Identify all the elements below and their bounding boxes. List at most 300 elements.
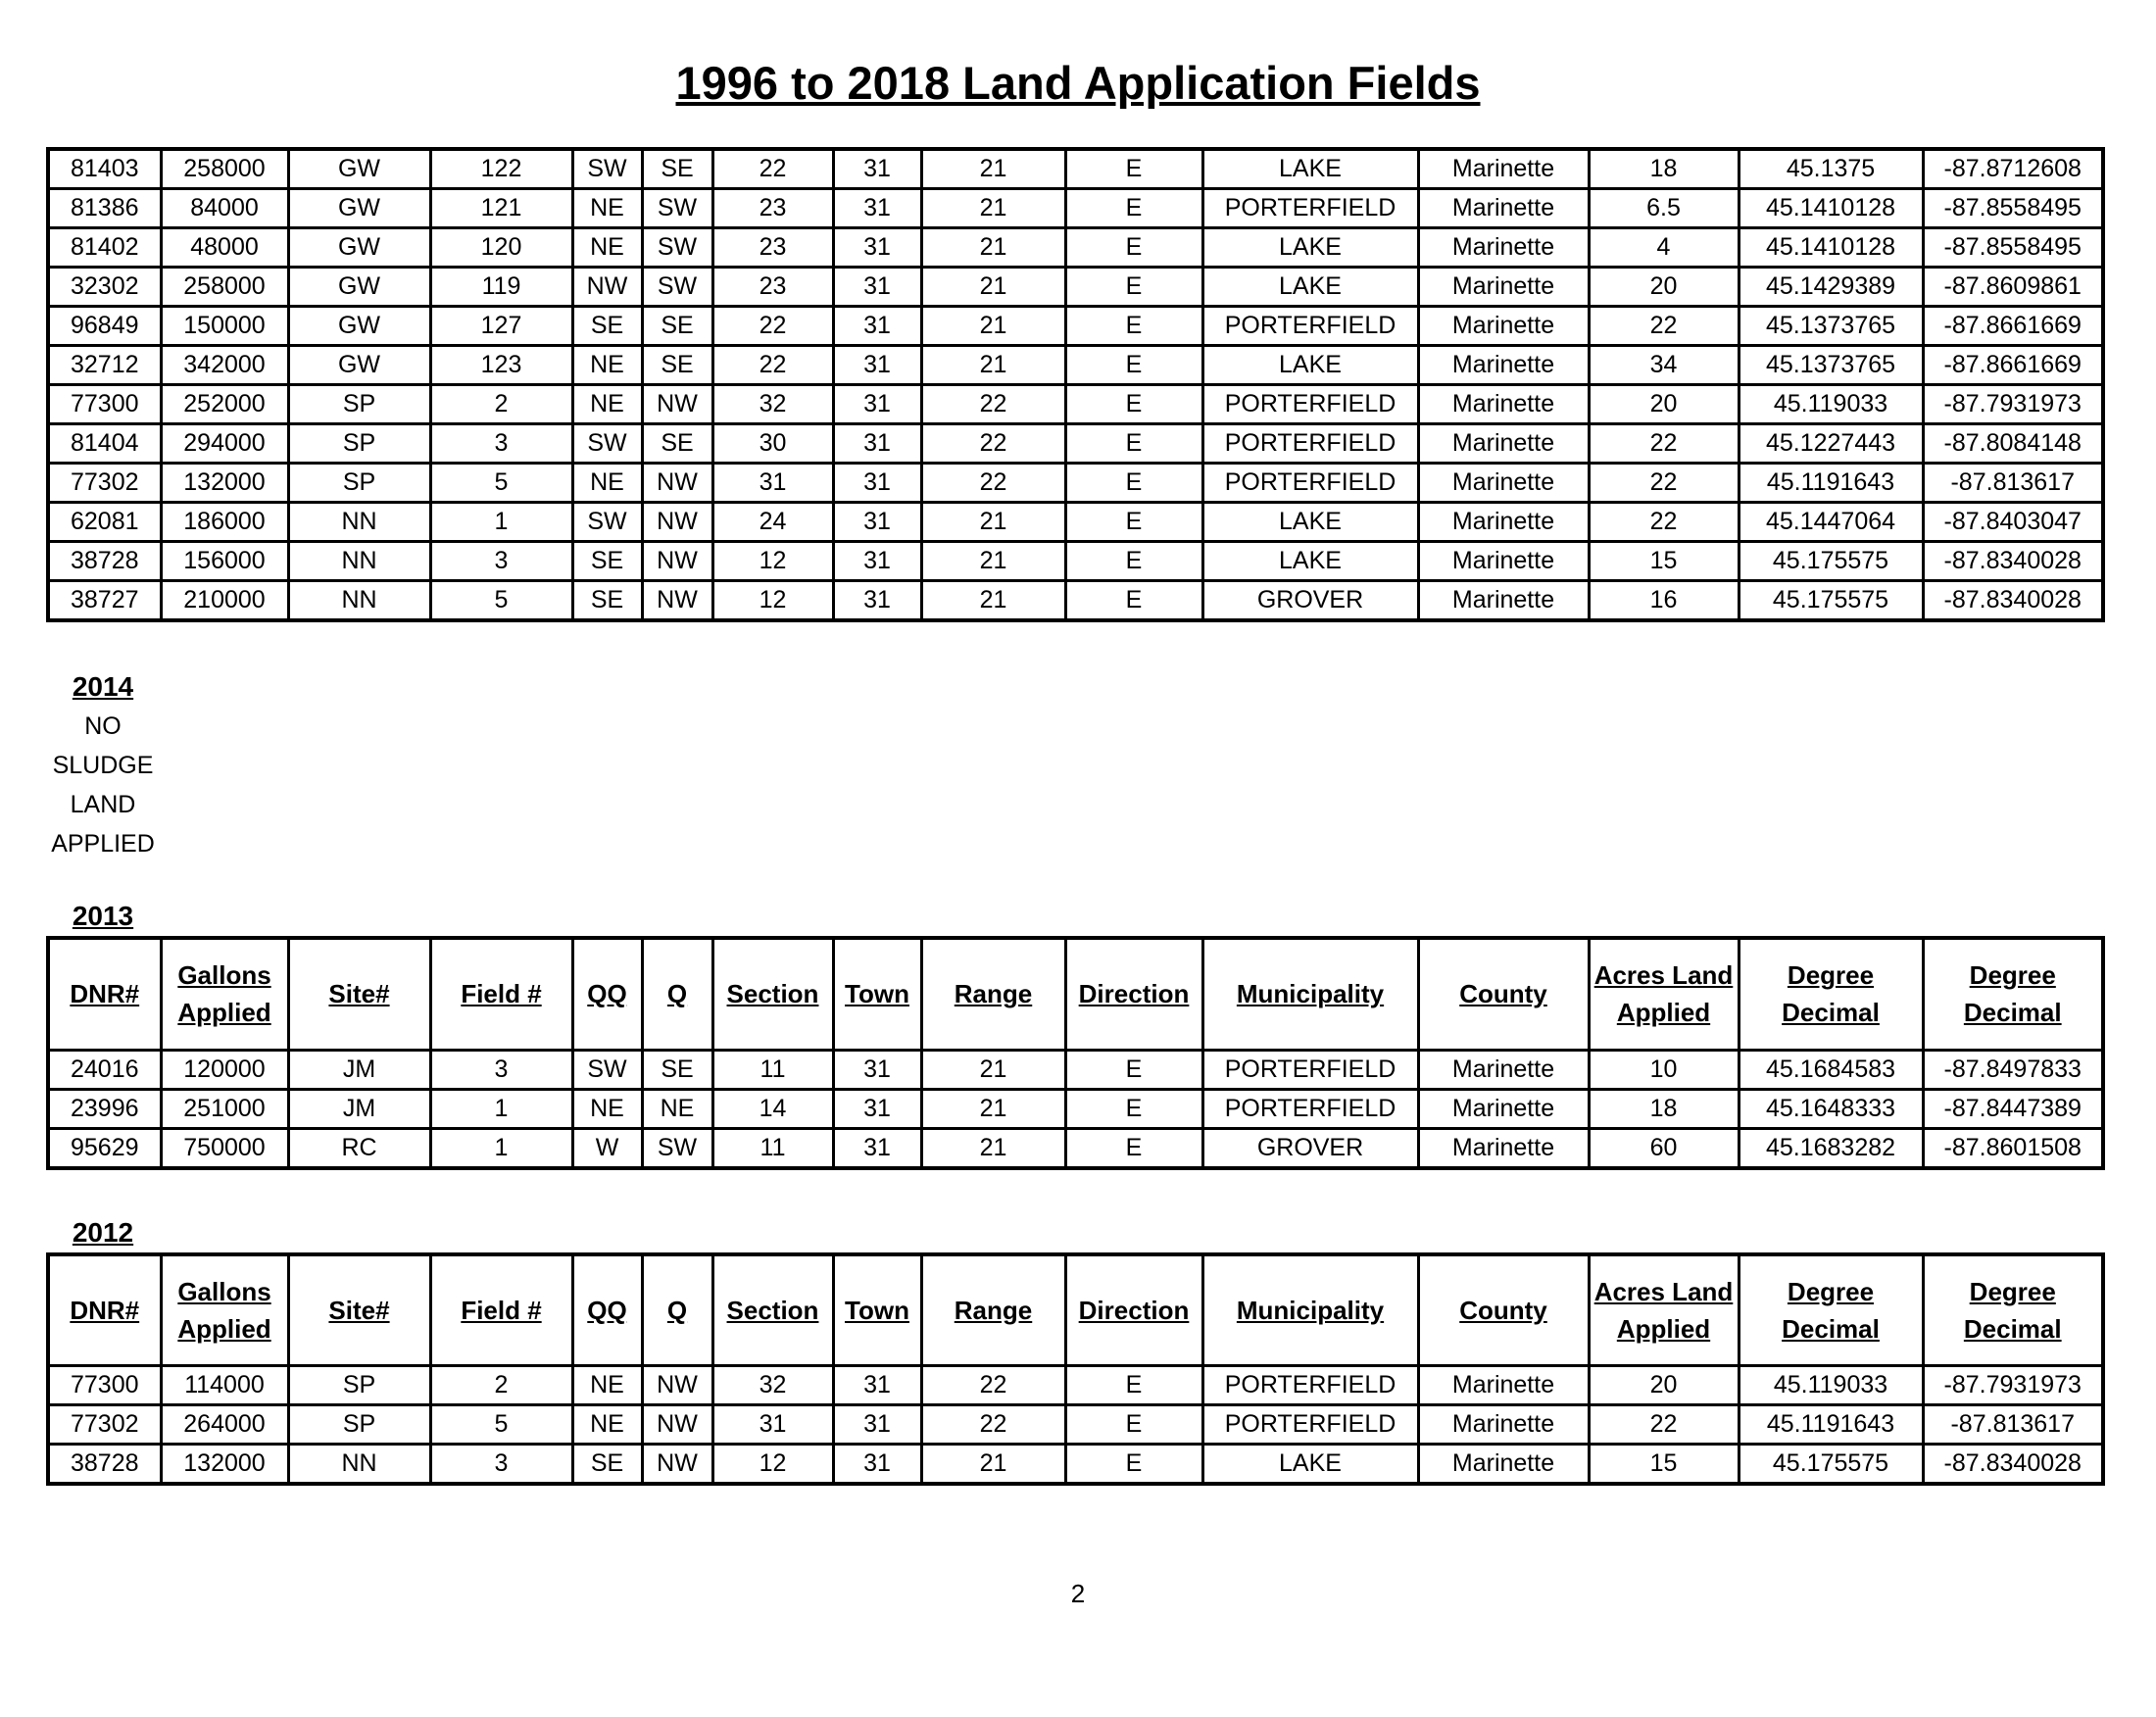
cell: 20 [1589, 268, 1739, 307]
cell: 32302 [48, 268, 161, 307]
cell: 156000 [161, 542, 288, 581]
cell: NW [642, 581, 712, 621]
table-row [48, 385, 2103, 424]
cell: -87.7931973 [1923, 385, 2103, 424]
cell: 81402 [48, 228, 161, 268]
cell: 22 [921, 424, 1065, 464]
cell: -87.8340028 [1923, 1445, 2103, 1485]
column-header-direction: Direction [1065, 938, 1202, 1050]
cell: 3 [430, 1050, 572, 1089]
cell: NW [642, 503, 712, 542]
cell: 22 [1589, 307, 1739, 346]
cell: SW [572, 424, 642, 464]
table-row [48, 542, 2103, 581]
cell: 150000 [161, 307, 288, 346]
column-header-town: Town [833, 938, 921, 1050]
note-line: LAND [70, 791, 136, 818]
column-header-municipality: Municipality [1202, 1254, 1418, 1366]
table-body [48, 1050, 2103, 1168]
cell: Marinette [1418, 542, 1589, 581]
cell: 264000 [161, 1405, 288, 1445]
cell: 31 [833, 189, 921, 228]
cell: 45.1410128 [1739, 189, 1923, 228]
cell: Marinette [1418, 189, 1589, 228]
cell: 132000 [161, 464, 288, 503]
cell: 23 [712, 228, 833, 268]
cell: 31 [833, 1050, 921, 1089]
cell: Marinette [1418, 1089, 1589, 1128]
cell: E [1065, 307, 1202, 346]
cell: 1 [430, 503, 572, 542]
cell: LAKE [1202, 149, 1418, 189]
cell: 38728 [48, 1445, 161, 1485]
cell: 45.175575 [1739, 542, 1923, 581]
cell: -87.8558495 [1923, 189, 2103, 228]
column-header-site: Site# [288, 938, 430, 1050]
section-2014 [46, 667, 160, 863]
cell: 31 [833, 503, 921, 542]
cell: SE [572, 542, 642, 581]
cell: 22 [1589, 464, 1739, 503]
cell: 15 [1589, 1445, 1739, 1485]
cell: 342000 [161, 346, 288, 385]
column-header-range: Range [921, 1254, 1065, 1366]
column-header-gallons-applied: Gallons Applied [161, 1254, 288, 1366]
cell: Marinette [1418, 228, 1589, 268]
table-row [48, 1050, 2103, 1089]
column-header-gallons-applied: Gallons Applied [161, 938, 288, 1050]
cell: GROVER [1202, 581, 1418, 621]
cell: Marinette [1418, 346, 1589, 385]
column-header-q: Q [642, 1254, 712, 1366]
column-header-q: Q [642, 938, 712, 1050]
cell: 84000 [161, 189, 288, 228]
cell: NW [642, 1405, 712, 1445]
cell: 3 [430, 542, 572, 581]
cell: -87.7931973 [1923, 1366, 2103, 1405]
cell: 2 [430, 385, 572, 424]
cell: Marinette [1418, 385, 1589, 424]
cell: -87.8340028 [1923, 581, 2103, 621]
cell: 24016 [48, 1050, 161, 1089]
cell: 12 [712, 1445, 833, 1485]
cell: 31 [712, 464, 833, 503]
cell: 45.1447064 [1739, 503, 1923, 542]
cell: NE [572, 228, 642, 268]
cell: -87.8084148 [1923, 424, 2103, 464]
year-label-2013: 2013 [72, 901, 134, 931]
table-body [48, 1366, 2103, 1485]
cell: 23 [712, 189, 833, 228]
cell: LAKE [1202, 346, 1418, 385]
cell: LAKE [1202, 503, 1418, 542]
cell: 23 [712, 268, 833, 307]
cell: -87.8340028 [1923, 542, 2103, 581]
cell: 16 [1589, 581, 1739, 621]
column-header-dnr: DNR# [48, 938, 161, 1050]
cell: RC [288, 1128, 430, 1168]
cell: 31 [833, 1089, 921, 1128]
cell: 31 [833, 268, 921, 307]
cell: E [1065, 581, 1202, 621]
cell: NW [642, 542, 712, 581]
cell: 77300 [48, 385, 161, 424]
cell: 14 [712, 1089, 833, 1128]
cell: 258000 [161, 268, 288, 307]
cell: 121 [430, 189, 572, 228]
table-2012 [46, 1252, 2105, 1487]
cell: 5 [430, 1405, 572, 1445]
cell: NE [572, 1405, 642, 1445]
cell: Marinette [1418, 149, 1589, 189]
cell: 31 [833, 542, 921, 581]
cell: 77300 [48, 1366, 161, 1405]
column-header-dnr: DNR# [48, 1254, 161, 1366]
cell: 22 [712, 307, 833, 346]
table-row [48, 1445, 2103, 1485]
column-header-section: Section [712, 938, 833, 1050]
cell: 45.1410128 [1739, 228, 1923, 268]
cell: NE [572, 464, 642, 503]
cell: 119 [430, 268, 572, 307]
column-header-county: County [1418, 1254, 1589, 1366]
cell: 132000 [161, 1445, 288, 1485]
cell: 45.1683282 [1739, 1128, 1923, 1168]
cell: 30 [712, 424, 833, 464]
cell: SW [642, 228, 712, 268]
cell: 258000 [161, 149, 288, 189]
cell: 32712 [48, 346, 161, 385]
cell: PORTERFIELD [1202, 1050, 1418, 1089]
cell: JM [288, 1089, 430, 1128]
cell: 122 [430, 149, 572, 189]
cell: 60 [1589, 1128, 1739, 1168]
cell: 22 [921, 385, 1065, 424]
cell: 32 [712, 1366, 833, 1405]
cell: -87.8712608 [1923, 149, 2103, 189]
table-row [48, 307, 2103, 346]
cell: SW [572, 1050, 642, 1089]
cell: 45.1684583 [1739, 1050, 1923, 1089]
cell: 22 [712, 149, 833, 189]
cell: LAKE [1202, 542, 1418, 581]
cell: Marinette [1418, 424, 1589, 464]
cell: 20 [1589, 1366, 1739, 1405]
note-line: NO [84, 712, 122, 740]
cell: E [1065, 228, 1202, 268]
cell: SE [572, 581, 642, 621]
table-row [48, 268, 2103, 307]
cell: -87.8403047 [1923, 503, 2103, 542]
cell: E [1065, 1366, 1202, 1405]
cell: 31 [833, 228, 921, 268]
cell: 15 [1589, 542, 1739, 581]
cell: SE [642, 346, 712, 385]
cell: E [1065, 1050, 1202, 1089]
cell: SP [288, 424, 430, 464]
column-header-field: Field # [430, 938, 572, 1050]
cell: E [1065, 464, 1202, 503]
cell: GW [288, 307, 430, 346]
cell: E [1065, 1089, 1202, 1128]
cell: E [1065, 346, 1202, 385]
cell: 31 [833, 385, 921, 424]
cell: 77302 [48, 464, 161, 503]
cell: 45.1227443 [1739, 424, 1923, 464]
cell: 31 [833, 346, 921, 385]
cell: Marinette [1418, 503, 1589, 542]
column-header-site: Site# [288, 1254, 430, 1366]
cell: 24 [712, 503, 833, 542]
cell: GW [288, 346, 430, 385]
cell: NE [572, 1089, 642, 1128]
table-row [48, 1405, 2103, 1445]
cell: 114000 [161, 1366, 288, 1405]
cell: E [1065, 542, 1202, 581]
cell: E [1065, 1128, 1202, 1168]
cell: 45.175575 [1739, 581, 1923, 621]
table-row [48, 189, 2103, 228]
cell: 48000 [161, 228, 288, 268]
cell: 21 [921, 228, 1065, 268]
cell: 22 [1589, 503, 1739, 542]
table-row [48, 424, 2103, 464]
cell: 81403 [48, 149, 161, 189]
column-header-degree-decimal-lon: Degree Decimal [1923, 1254, 2103, 1366]
cell: 34 [1589, 346, 1739, 385]
cell: SP [288, 464, 430, 503]
cell: 186000 [161, 503, 288, 542]
cell: E [1065, 189, 1202, 228]
cell: LAKE [1202, 1445, 1418, 1485]
cell: 45.1648333 [1739, 1089, 1923, 1128]
column-header-field: Field # [430, 1254, 572, 1366]
cell: 6.5 [1589, 189, 1739, 228]
cell: 45.1429389 [1739, 268, 1923, 307]
header-row [48, 938, 2103, 1050]
cell: Marinette [1418, 268, 1589, 307]
cell: E [1065, 268, 1202, 307]
cell: 3 [430, 1445, 572, 1485]
cell: 31 [833, 1366, 921, 1405]
cell: 251000 [161, 1089, 288, 1128]
cell: 4 [1589, 228, 1739, 268]
column-header-section: Section [712, 1254, 833, 1366]
cell: 120000 [161, 1050, 288, 1089]
table-header [48, 938, 2103, 1050]
cell: -87.813617 [1923, 464, 2103, 503]
cell: PORTERFIELD [1202, 1405, 1418, 1445]
column-header-direction: Direction [1065, 1254, 1202, 1366]
cell: 45.1373765 [1739, 346, 1923, 385]
cell: NE [572, 189, 642, 228]
column-header-qq: QQ [572, 1254, 642, 1366]
cell: PORTERFIELD [1202, 189, 1418, 228]
cell: 45.119033 [1739, 385, 1923, 424]
cell: 18 [1589, 149, 1739, 189]
cell: E [1065, 385, 1202, 424]
table-row [48, 1089, 2103, 1128]
cell: 123 [430, 346, 572, 385]
column-header-degree-decimal-lat: Degree Decimal [1739, 938, 1923, 1050]
table-row [48, 581, 2103, 621]
cell: 21 [921, 581, 1065, 621]
cell: 45.1191643 [1739, 464, 1923, 503]
cell: PORTERFIELD [1202, 424, 1418, 464]
cell: -87.8447389 [1923, 1089, 2103, 1128]
cell: SW [642, 189, 712, 228]
cell: NW [642, 1366, 712, 1405]
cell: 3 [430, 424, 572, 464]
cell: JM [288, 1050, 430, 1089]
cell: NE [572, 1366, 642, 1405]
cell: SW [572, 503, 642, 542]
cell: 45.119033 [1739, 1366, 1923, 1405]
cell: 45.1375 [1739, 149, 1923, 189]
column-header-acres-land-applied: Acres Land Applied [1589, 938, 1739, 1050]
cell: -87.8661669 [1923, 307, 2103, 346]
cell: 38727 [48, 581, 161, 621]
cell: PORTERFIELD [1202, 1366, 1418, 1405]
cell: GW [288, 228, 430, 268]
cell: 21 [921, 503, 1065, 542]
cell: LAKE [1202, 268, 1418, 307]
cell: NN [288, 503, 430, 542]
table-row [48, 503, 2103, 542]
cell: 81404 [48, 424, 161, 464]
column-header-degree-decimal-lat: Degree Decimal [1739, 1254, 1923, 1366]
column-header-municipality: Municipality [1202, 938, 1418, 1050]
cell: 22 [712, 346, 833, 385]
cell: NN [288, 581, 430, 621]
cell: E [1065, 149, 1202, 189]
cell: -87.8601508 [1923, 1128, 2103, 1168]
cell: 31 [833, 1445, 921, 1485]
cell: -87.8661669 [1923, 346, 2103, 385]
cell: PORTERFIELD [1202, 385, 1418, 424]
note-line: APPLIED [51, 830, 155, 858]
table-body [48, 149, 2103, 620]
cell: 1 [430, 1089, 572, 1128]
cell: GROVER [1202, 1128, 1418, 1168]
cell: 120 [430, 228, 572, 268]
cell: SE [642, 149, 712, 189]
cell: -87.8558495 [1923, 228, 2103, 268]
cell: 21 [921, 189, 1065, 228]
cell: SW [642, 1128, 712, 1168]
cell: 31 [833, 581, 921, 621]
cell: SP [288, 1366, 430, 1405]
cell: 20 [1589, 385, 1739, 424]
cell: NW [642, 464, 712, 503]
table-row [48, 228, 2103, 268]
cell: NE [572, 346, 642, 385]
cell: Marinette [1418, 1050, 1589, 1089]
cell: LAKE [1202, 228, 1418, 268]
cell: 18 [1589, 1089, 1739, 1128]
cell: 750000 [161, 1128, 288, 1168]
cell: 21 [921, 149, 1065, 189]
cell: PORTERFIELD [1202, 464, 1418, 503]
cell: 21 [921, 1128, 1065, 1168]
cell: 21 [921, 1050, 1065, 1089]
cell: NW [642, 1445, 712, 1485]
cell: E [1065, 1445, 1202, 1485]
year-label-2012: 2012 [72, 1216, 134, 1248]
note-line: SLUDGE [52, 752, 154, 779]
cell: Marinette [1418, 307, 1589, 346]
column-header-qq: QQ [572, 938, 642, 1050]
cell: Marinette [1418, 1405, 1589, 1445]
cell: 77302 [48, 1405, 161, 1445]
cell: GW [288, 149, 430, 189]
cell: SE [642, 307, 712, 346]
cell: 31 [833, 1405, 921, 1445]
cell: 96849 [48, 307, 161, 346]
cell: 21 [921, 307, 1065, 346]
page-title: 1996 to 2018 Land Application Fields [675, 57, 1481, 109]
cell: 81386 [48, 189, 161, 228]
cell: SP [288, 385, 430, 424]
cell: 45.175575 [1739, 1445, 1923, 1485]
table-row [48, 149, 2103, 189]
cell: 5 [430, 464, 572, 503]
cell: SP [288, 1405, 430, 1445]
cell: NN [288, 1445, 430, 1485]
column-header-county: County [1418, 938, 1589, 1050]
column-header-degree-decimal-lon: Degree Decimal [1923, 938, 2103, 1050]
cell: PORTERFIELD [1202, 1089, 1418, 1128]
cell: 22 [1589, 424, 1739, 464]
cell: 31 [833, 307, 921, 346]
cell: NW [572, 268, 642, 307]
table-2013 [46, 936, 2105, 1170]
cell: NN [288, 542, 430, 581]
cell: 12 [712, 542, 833, 581]
year-label-2014: 2014 [72, 671, 134, 702]
cell: NE [572, 385, 642, 424]
cell: NE [642, 1089, 712, 1128]
cell: 31 [833, 464, 921, 503]
table-row [48, 346, 2103, 385]
cell: 45.1373765 [1739, 307, 1923, 346]
cell: SE [572, 1445, 642, 1485]
cell: SE [572, 307, 642, 346]
land-application-table-continuation [46, 147, 2105, 622]
cell: 127 [430, 307, 572, 346]
cell: 11 [712, 1128, 833, 1168]
cell: W [572, 1128, 642, 1168]
cell: 31 [833, 1128, 921, 1168]
cell: NW [642, 385, 712, 424]
table-header [48, 1254, 2103, 1366]
cell: 95629 [48, 1128, 161, 1168]
cell: 22 [921, 464, 1065, 503]
cell: 12 [712, 581, 833, 621]
cell: 294000 [161, 424, 288, 464]
cell: -87.8609861 [1923, 268, 2103, 307]
cell: 21 [921, 542, 1065, 581]
cell: 21 [921, 1089, 1065, 1128]
cell: E [1065, 1405, 1202, 1445]
cell: 21 [921, 346, 1065, 385]
cell: SE [642, 424, 712, 464]
cell: 2 [430, 1366, 572, 1405]
cell: 210000 [161, 581, 288, 621]
cell: E [1065, 503, 1202, 542]
cell: 45.1191643 [1739, 1405, 1923, 1445]
cell: Marinette [1418, 1128, 1589, 1168]
